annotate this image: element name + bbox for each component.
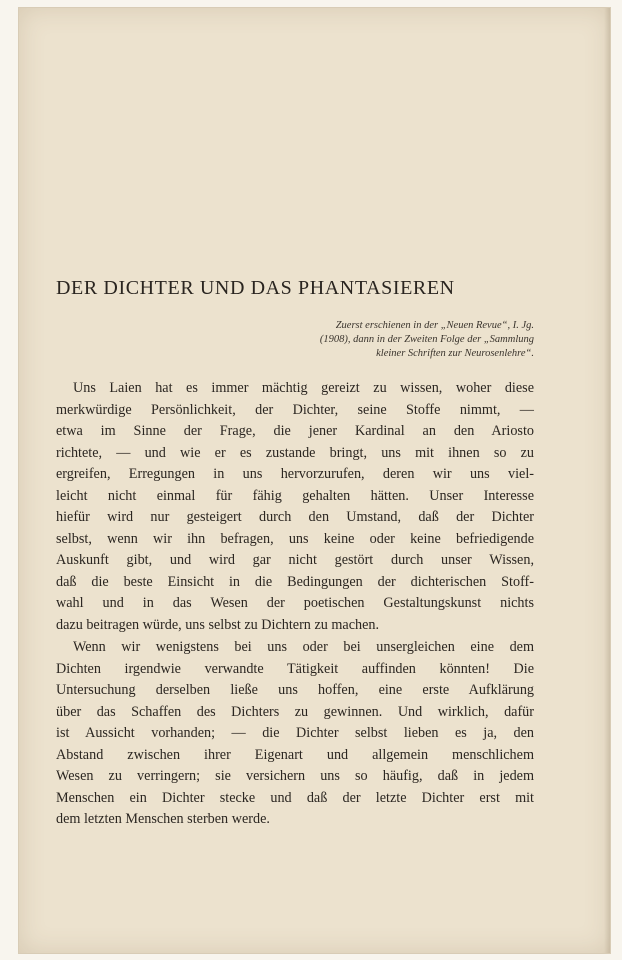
paragraph-line: richtete, — und wie er es zustande bringt, uns mit ihnen so zu <box>56 444 534 461</box>
paragraph-line: selbst, wenn wir ihn befragen, uns keine oder keine befriedigende <box>56 530 534 547</box>
publication-note-line: (1908), dann in der Zweiten Folge der „Sammlung <box>319 334 534 345</box>
paragraph-line: Wenn wir wenigstens bei uns oder bei unsergleichen eine dem <box>73 639 534 655</box>
paragraph-line: ergreifen, Erregungen in uns hervorzurufen, deren wir uns viel- <box>56 466 534 482</box>
paragraph-line: Wesen zu verringern; sie versichern uns so häufig, daß in jedem <box>56 768 534 784</box>
publication-note-line: kleiner Schriften zur Neurosenlehre“. <box>376 348 534 359</box>
publication-note-line: Zuerst erschienen in der „Neuen Revue“, I. Jg. <box>335 320 534 331</box>
paragraph-line: dazu beitragen würde, uns selbst zu Dichtern zu machen. <box>56 616 380 633</box>
paragraph-line: merkwürdige Persönlichkeit, der Dichter, seine Stoffe nimmt, — <box>56 401 534 418</box>
paragraph-line: ist Aussicht vorhanden; — die Dichter selbst lieben es ja, den <box>56 725 534 741</box>
chapter-title: DER DICHTER UND DAS PHANTASIEREN <box>56 277 455 299</box>
paragraph-line: hiefür wird nur gesteigert durch den Umstand, daß der Dichter <box>56 509 534 525</box>
paragraph-1 <box>56 378 534 636</box>
publication-note <box>302 319 534 361</box>
paragraph-line: Menschen ein Dichter stecke und daß der letzte Dichter erst mit <box>56 789 534 806</box>
page-edge-shadow <box>604 8 610 953</box>
paragraph-line: Dichten irgendwie verwandte Tätigkeit auffinden könnten! Die <box>56 660 534 677</box>
paragraph-line: daß die beste Einsicht in die Bedingungen der dichterischen Stoff- <box>56 573 534 590</box>
paragraph-line: Auskunft gibt, und wird gar nicht gestört durch unser Wissen, <box>56 552 534 568</box>
paragraph-2 <box>56 637 534 831</box>
paragraph-line: etwa im Sinne der Frage, die jener Kardinal an den Ariosto <box>56 423 534 439</box>
body-text <box>56 378 534 831</box>
book-page <box>18 7 611 954</box>
paragraph-line: wahl und in das Wesen der poetischen Gestaltungskunst nichts <box>56 595 534 611</box>
paragraph-line: dem letzten Menschen sterben werde. <box>56 811 270 827</box>
paragraph-line: Abstand zwischen ihrer Eigenart und allgemein menschlichem <box>56 746 534 763</box>
paragraph-line: Uns Laien hat es immer mächtig gereizt zu wissen, woher diese <box>73 380 534 396</box>
paragraph-line: leicht nicht einmal für fähig gehalten hätten. Unser Interesse <box>56 487 534 504</box>
paragraph-line: über das Schaffen des Dichters zu gewinnen. Und wirklich, dafür <box>56 703 534 720</box>
paragraph-line: Untersuchung derselben ließe uns hoffen, eine erste Aufklärung <box>56 682 534 698</box>
